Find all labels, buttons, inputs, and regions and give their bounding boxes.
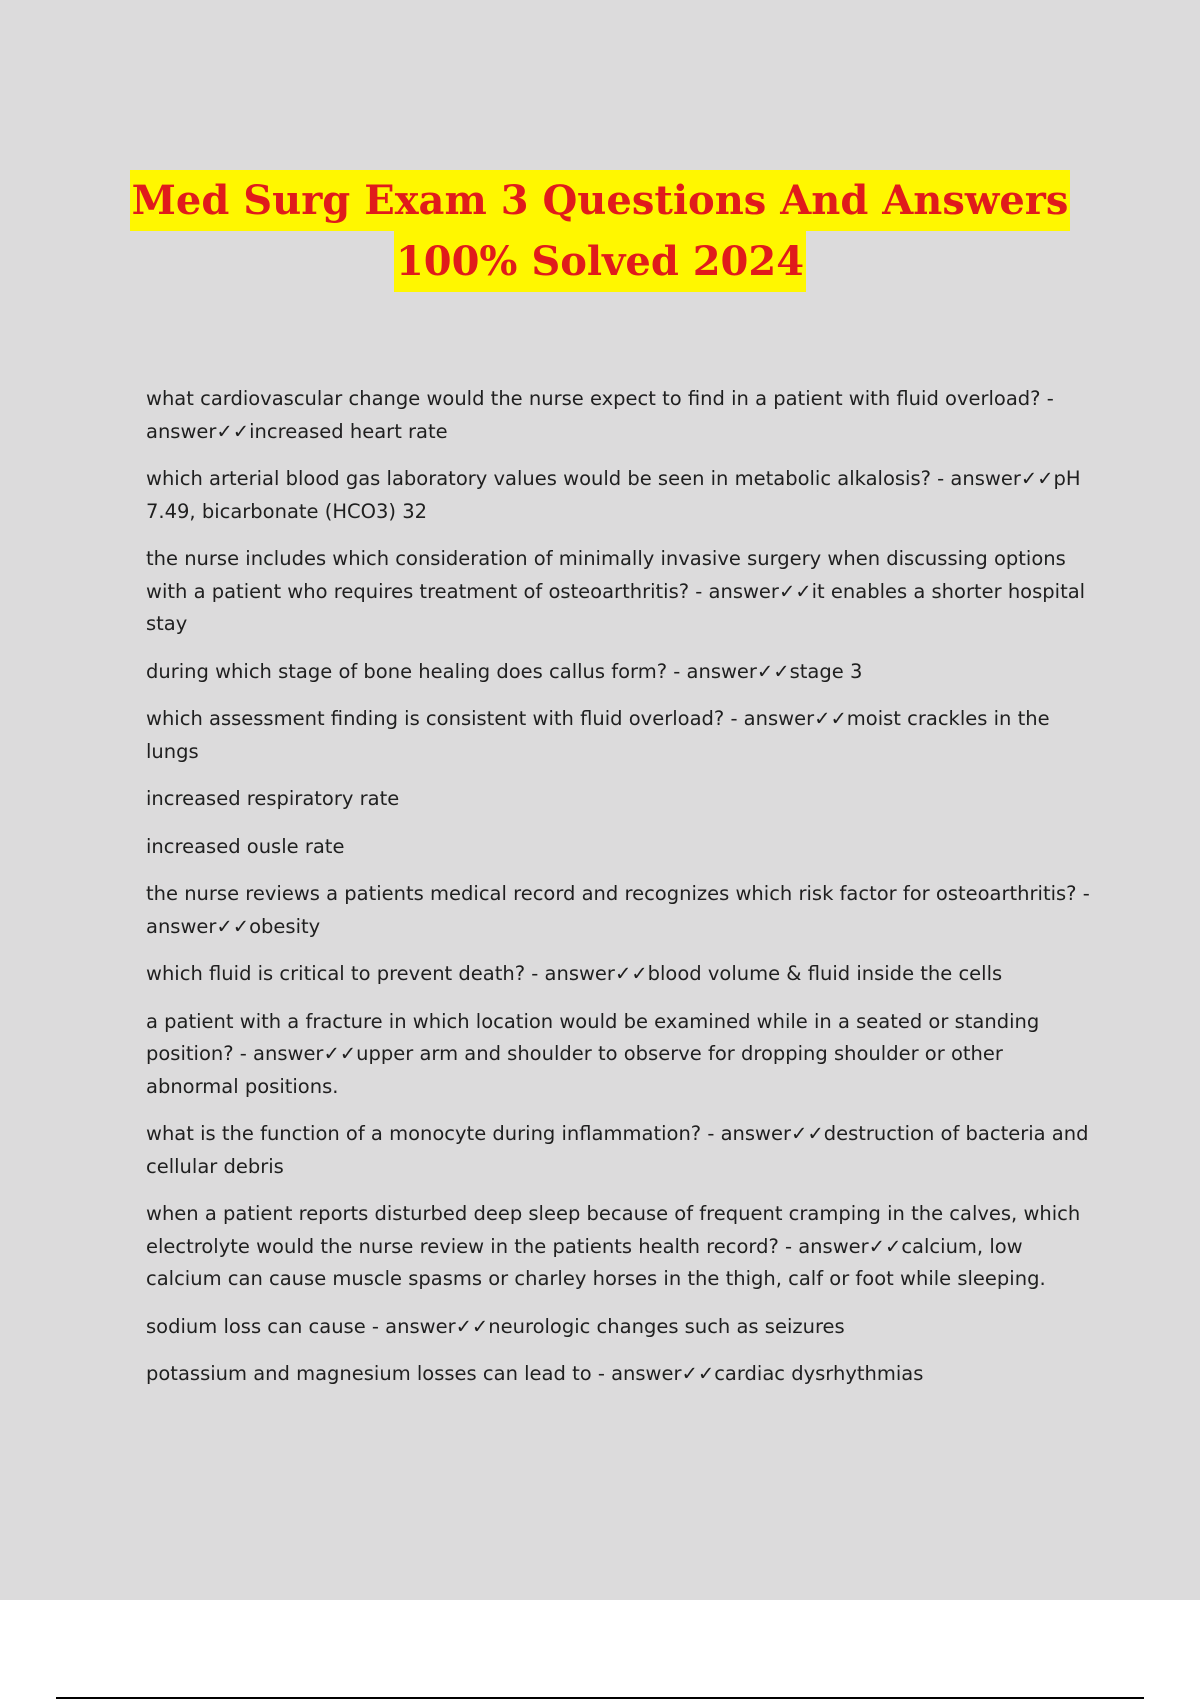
document-title <box>0 170 1200 292</box>
footer-divider <box>56 1697 1144 1699</box>
qa-entry: a patient with a fracture in which location would be examined while in a seated or standing position? - answer✓✓upper arm and shoulder to observe for dropping shoulder or other abnormal positions. <box>146 1009 1040 1098</box>
qa-entry: during which stage of bone healing does callus form? - answer✓✓stage 3 <box>146 659 863 683</box>
title-line-2: 100% Solved 2024 <box>394 231 806 292</box>
qa-entry: sodium loss can cause - answer✓✓neurologic changes such as seizures <box>146 1314 845 1338</box>
title-line-1: Med Surg Exam 3 Questions And Answers <box>130 170 1071 231</box>
qa-entry: what is the function of a monocyte during inflammation? - answer✓✓destruction of bacteria and cellular debris <box>146 1122 1089 1178</box>
qa-entry: increased respiratory rate <box>146 787 400 810</box>
qa-entry: potassium and magnesium losses can lead to - answer✓✓cardiac dysrhythmias <box>146 1362 924 1385</box>
qa-entry: the nurse reviews a patients medical record and recognizes which risk factor for osteoarthritis? - answer✓✓obesity <box>146 882 1090 938</box>
qa-entry: which fluid is critical to prevent death? - answer✓✓blood volume & fluid inside the cells <box>146 962 1003 985</box>
qa-entry: what cardiovascular change would the nurse expect to find in a patient with fluid overload? - answer✓✓increased heart rate <box>146 387 1054 443</box>
qa-entry: which arterial blood gas laboratory values would be seen in metabolic alkalosis? - answer✓✓pH 7.49, bicarbonate (HCO3) 32 <box>146 467 1081 523</box>
qa-entry: the nurse includes which consideration of minimally invasive surgery when discussing options with a patient who requires treatment of osteoarthritis? - answer✓✓it enables a shorter hospital stay <box>146 547 1086 635</box>
qa-list <box>146 383 1096 1406</box>
qa-entry: which assessment finding is consistent with fluid overload? - answer✓✓moist crackles in the lungs <box>146 707 1050 763</box>
qa-entry: when a patient reports disturbed deep sleep because of frequent cramping in the calves, which electrolyte would the nurse review in the patients health record? - answer✓✓calcium, low calcium can cause muscle spasms or charley horses in the thigh, calf or foot while sleeping. <box>146 1202 1081 1290</box>
qa-entry: increased ousle rate <box>146 834 345 858</box>
